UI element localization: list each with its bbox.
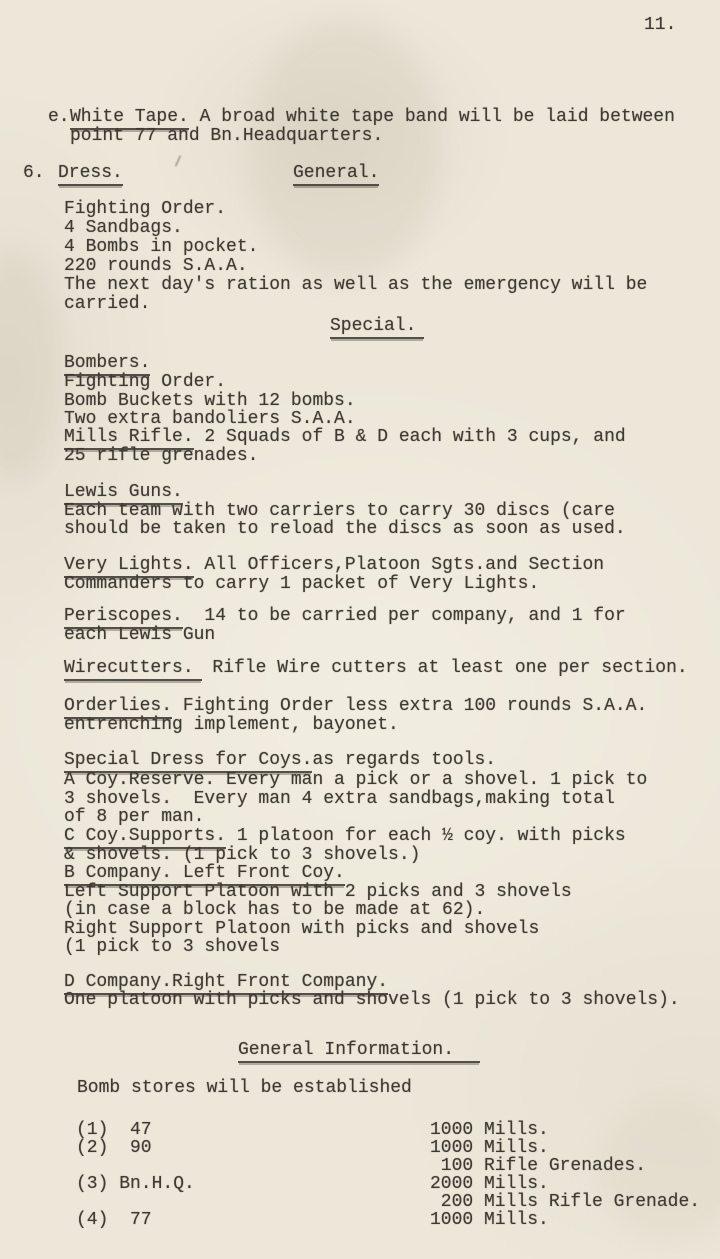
lewis-guns-line: should be taken to reload the discs as soon as used. xyxy=(64,519,626,539)
lewis-guns-title-line xyxy=(64,483,183,502)
stray-pen-mark xyxy=(175,155,182,167)
bomb-store-qty: 100 Rifle Grenades. xyxy=(430,1156,647,1176)
c-coy-line xyxy=(64,827,626,846)
c-coy-text: 1 platoon for each ½ coy. with picks xyxy=(226,826,626,846)
paper-stain xyxy=(250,20,440,280)
orderlies-text: Fighting Order less extra 100 rounds S.A.A. xyxy=(172,696,648,716)
a-coy-line: of 8 per man. xyxy=(64,807,205,827)
special-heading: Special. xyxy=(330,316,424,339)
white-tape-text: A broad white tape band will be laid between xyxy=(188,107,675,127)
special-dress-title-line xyxy=(64,751,496,770)
wirecutters-text: Rifle Wire cutters at least one per section. xyxy=(201,658,688,678)
bombers-line: Bomb Buckets with 12 bombs. xyxy=(64,391,356,411)
general-line: 220 rounds S.A.A. xyxy=(64,256,248,276)
very-lights-line xyxy=(64,556,604,575)
bomb-store-label: (1) 47 xyxy=(76,1120,152,1140)
periscopes-text: 14 to be carried per company, and 1 for xyxy=(182,606,626,626)
special-dress-text: as regards tools. xyxy=(312,750,497,770)
d-company-heading: D Company.Right Front Company. xyxy=(64,972,388,995)
general-line: 4 Sandbags. xyxy=(64,218,183,238)
orderlies-line-2: entrenching implement, bayonet. xyxy=(64,715,399,735)
general-information-heading-line xyxy=(238,1041,480,1060)
a-coy-line: 3 shovels. Every man 4 extra sandbags,making total xyxy=(64,789,615,809)
c-coy-line-2: & shovels. (1 pick to 3 shovels.) xyxy=(64,845,421,865)
mills-rifle-line-2: 25 rifle grenades. xyxy=(64,446,259,466)
periscopes-line-2: each Lewis Gun xyxy=(64,625,216,645)
very-lights-text: All Officers,Platoon Sgts.and Section xyxy=(193,555,605,575)
bomb-stores-intro: Bomb stores will be established xyxy=(77,1078,412,1098)
orderlies-heading: Orderlies. xyxy=(64,696,172,719)
bombers-heading: Bombers. xyxy=(64,353,150,376)
bombers-title-line xyxy=(64,354,150,373)
mills-rifle-line xyxy=(64,428,626,447)
bomb-store-label: (4) 77 xyxy=(76,1210,152,1230)
bombers-line: Two extra bandoliers S.A.A. xyxy=(64,409,356,429)
page-number: 11. xyxy=(644,15,677,35)
wirecutters-line xyxy=(64,659,688,678)
b-coy-line: (1 pick to 3 shovels xyxy=(64,937,281,957)
general-column-heading xyxy=(293,164,379,183)
b-company-heading: B Company. Left Front Coy. xyxy=(64,863,345,886)
very-lights-heading: Very Lights. xyxy=(64,555,194,578)
lewis-guns-heading: Lewis Guns. xyxy=(64,482,183,505)
bomb-store-qty: 1000 Mills. xyxy=(430,1120,549,1140)
b-coy-line: Left Support Platoon with 2 picks and 3 shovels xyxy=(64,882,572,902)
periscopes-heading: Periscopes. xyxy=(64,606,183,629)
item-e-marker: e. xyxy=(48,107,70,127)
d-coy-line: One platoon with picks and shovels (1 pick to 3 shovels). xyxy=(64,990,680,1010)
lewis-guns-line: Each team with two carriers to carry 30 discs (care xyxy=(64,501,615,521)
bombers-line: Fighting Order. xyxy=(64,372,227,392)
item-e-line-2: point 77 and Bn.Headquarters. xyxy=(70,126,384,146)
bomb-store-qty: 1000 Mills. xyxy=(430,1138,549,1158)
c-coy-heading: C Coy.Supports. xyxy=(64,826,226,849)
general-information-heading: General Information. xyxy=(238,1040,480,1063)
b-coy-line: Right Support Platoon with picks and shovels xyxy=(64,919,540,939)
section-number: 6. xyxy=(23,163,45,183)
item-e-line-1 xyxy=(70,108,675,127)
bomb-store-label: (3) Bn.H.Q. xyxy=(76,1174,195,1194)
general-line: 4 Bombs in pocket. xyxy=(64,237,259,257)
bomb-store-label: (2) 90 xyxy=(76,1138,152,1158)
bomb-store-qty: 200 Mills Rifle Grenade. xyxy=(430,1192,701,1212)
general-line: Fighting Order. xyxy=(64,199,227,219)
b-coy-line: (in case a block has to be made at 62). xyxy=(64,900,486,920)
wirecutters-heading: Wirecutters. xyxy=(64,658,202,681)
special-heading-line xyxy=(330,317,424,336)
dress-heading: Dress. xyxy=(58,163,123,186)
orderlies-line xyxy=(64,697,647,716)
mills-rifle-text: 2 Squads of B & D each with 3 cups, and xyxy=(193,427,626,447)
section-title xyxy=(58,164,123,183)
special-dress-heading: Special Dress for Coys. xyxy=(64,750,312,773)
b-coy-title-line xyxy=(64,864,345,883)
very-lights-line-2: Commanders to carry 1 packet of Very Lights. xyxy=(64,574,540,594)
general-line: carried. xyxy=(64,294,151,314)
bomb-store-qty: 2000 Mills. xyxy=(430,1174,549,1194)
general-heading: General. xyxy=(293,163,379,186)
a-coy-line: A Coy.Reserve. Every man a pick or a shovel. 1 pick to xyxy=(64,770,648,790)
periscopes-line xyxy=(64,607,626,626)
paper-stain xyxy=(0,250,60,480)
bomb-store-qty: 1000 Mills. xyxy=(430,1210,549,1230)
white-tape-heading: White Tape. xyxy=(70,107,189,130)
general-line: The next day's ration as well as the emergency will be xyxy=(64,275,648,295)
mills-rifle-heading: Mills Rifle. xyxy=(64,427,194,450)
